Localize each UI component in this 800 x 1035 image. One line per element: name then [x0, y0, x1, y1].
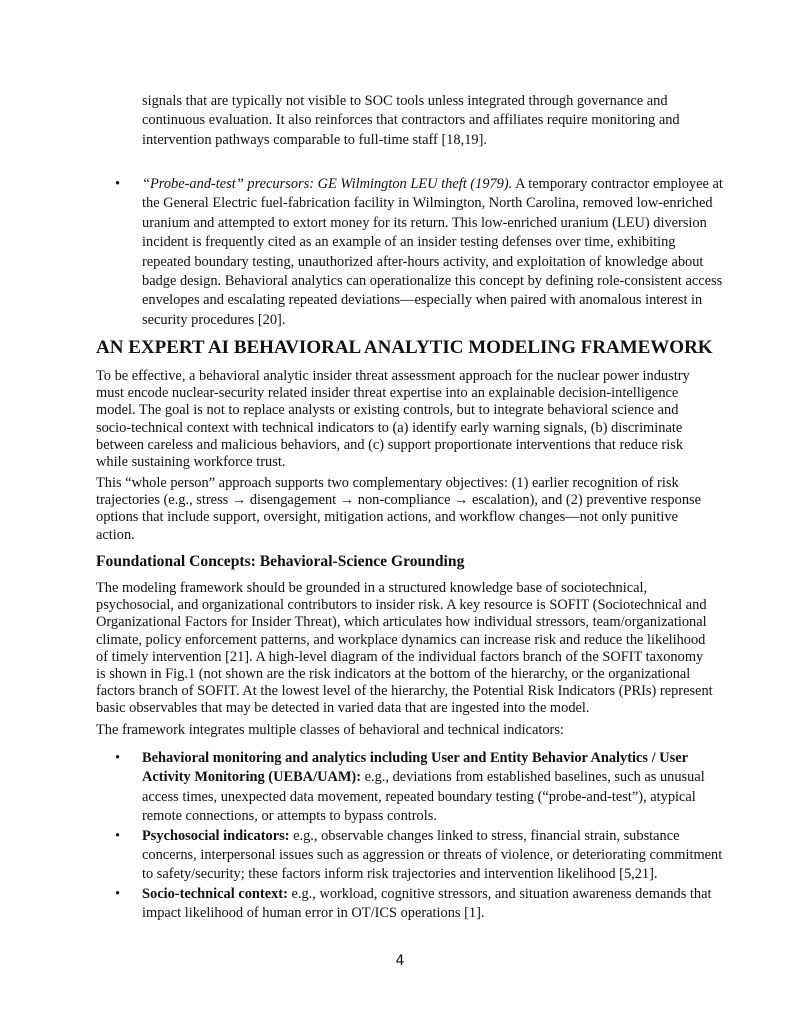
continuation-paragraph: signals that are typically not visible to SOC tools unless integrated through governance and continuous evaluation. It also reinforces that contractors and affiliates require monitoring and intervention pathways comparable to full-time staff [18,19].: [142, 93, 680, 148]
section-heading: AN EXPERT AI BEHAVIORAL ANALYTIC MODELING FRAMEWORK: [96, 337, 713, 358]
list-item: [96, 749, 726, 827]
list-item: [96, 827, 726, 885]
indicator-title: Psychosocial indicators:: [142, 827, 290, 844]
indicator-list: [96, 749, 726, 924]
case-description: A temporary contractor employee at the General Electric fuel-fabrication facility in Wilmington, North Carolina, removed low-enriched uranium and attempted to extort money for its return. This low-enriched uranium (LEU) diversion incident is frequently cited as an example of an insider testing defenses over time, exhibiting repeated boundary testing, unauthorized after-hours activity, and exploitation of knowledge about badge design. Behavioral analytics can operationalize this concept by defining role-consistent access envelopes and escalating repeated deviations—especially when paired with anomalous interest in security procedures [20].: [142, 176, 723, 328]
bullet-marker: •: [115, 750, 121, 766]
indicator-description: e.g., workload, cognitive stressors, and situation awareness demands that impact likelihood of human error in OT/ICS operations [1].: [142, 885, 712, 922]
bullet-marker: •: [115, 827, 121, 844]
paragraph-whole-person: This “whole person” approach supports two complementary objectives: (1) earlier recognition of risk trajectories (e.g., stress → disengagement → non-compliance → escalation), and (2) preventive response options that include support, oversight, mitigation actions, and workflow changes—not only punitive action.: [96, 475, 701, 543]
list-item: [96, 885, 726, 924]
subsection-heading: Foundational Concepts: Behavioral-Science Grounding: [96, 553, 465, 570]
bullet-marker: •: [115, 885, 121, 902]
case-bullet-list: [96, 175, 726, 330]
paragraph-indicators-intro: The framework integrates multiple classes of behavioral and technical indicators:: [96, 722, 564, 738]
indicator-description: e.g., deviations from established baselines, such as unusual access times, unexpected data movement, repeated boundary testing (“probe-and-test”), atypical remote connections, or attempts to bypass controls.: [142, 769, 705, 825]
page-number: 4: [395, 953, 405, 969]
paragraph-sofit: The modeling framework should be grounded in a structured knowledge base of sociotechnical, psychosocial, and organizational contributors to insider risk. A key resource is SOFIT (Sociotechnical and Organizational Factors for Insider Threat), which articulates how individual stressors, team/organizational climate, policy enforcement patterns, and workplace dynamics can increase risk and reduce the likelihood of timely intervention [21]. A high-level diagram of the individual factors branch of the SOFIT taxonomy is shown in Fig.1 (not shown are the risk indicators at the bottom of the hierarchy, or the organizational factors branch of SOFIT. At the lowest level of the hierarchy, the Potential Risk Indicators (PRIs) represent basic observables that may be detected in varied data that are ingested into the model.: [96, 580, 713, 717]
list-item: [96, 175, 726, 330]
indicator-title: Behavioral monitoring and analytics including User and Entity Behavior Analytics / User Activity Monitoring (UEBA/UAM):: [142, 750, 688, 786]
bullet-marker: •: [115, 176, 121, 192]
indicator-title: Socio-technical context:: [142, 885, 288, 902]
paragraph-intro: To be effective, a behavioral analytic insider threat assessment approach for the nuclear power industry must encode nuclear-security related insider threat expertise into an explainable decision-intelligence model. The goal is not to replace analysts or existing controls, but to integrate behavioral science and socio-technical context with technical indicators to (a) identify early warning signals, (b) discriminate between careless and malicious behaviors, and (c) support proportionate interventions that reduce risk while sustaining workforce trust.: [96, 368, 690, 471]
case-title: “Probe-and-test” precursors: GE Wilmington LEU theft (1979).: [142, 176, 513, 192]
indicator-description: e.g., observable changes linked to stress, financial strain, substance concerns, interpersonal issues such as aggression or threats of violence, or deteriorating commitment to safety/security; these factors inform risk trajectories and intervention likelihood [5,21].: [142, 827, 723, 883]
